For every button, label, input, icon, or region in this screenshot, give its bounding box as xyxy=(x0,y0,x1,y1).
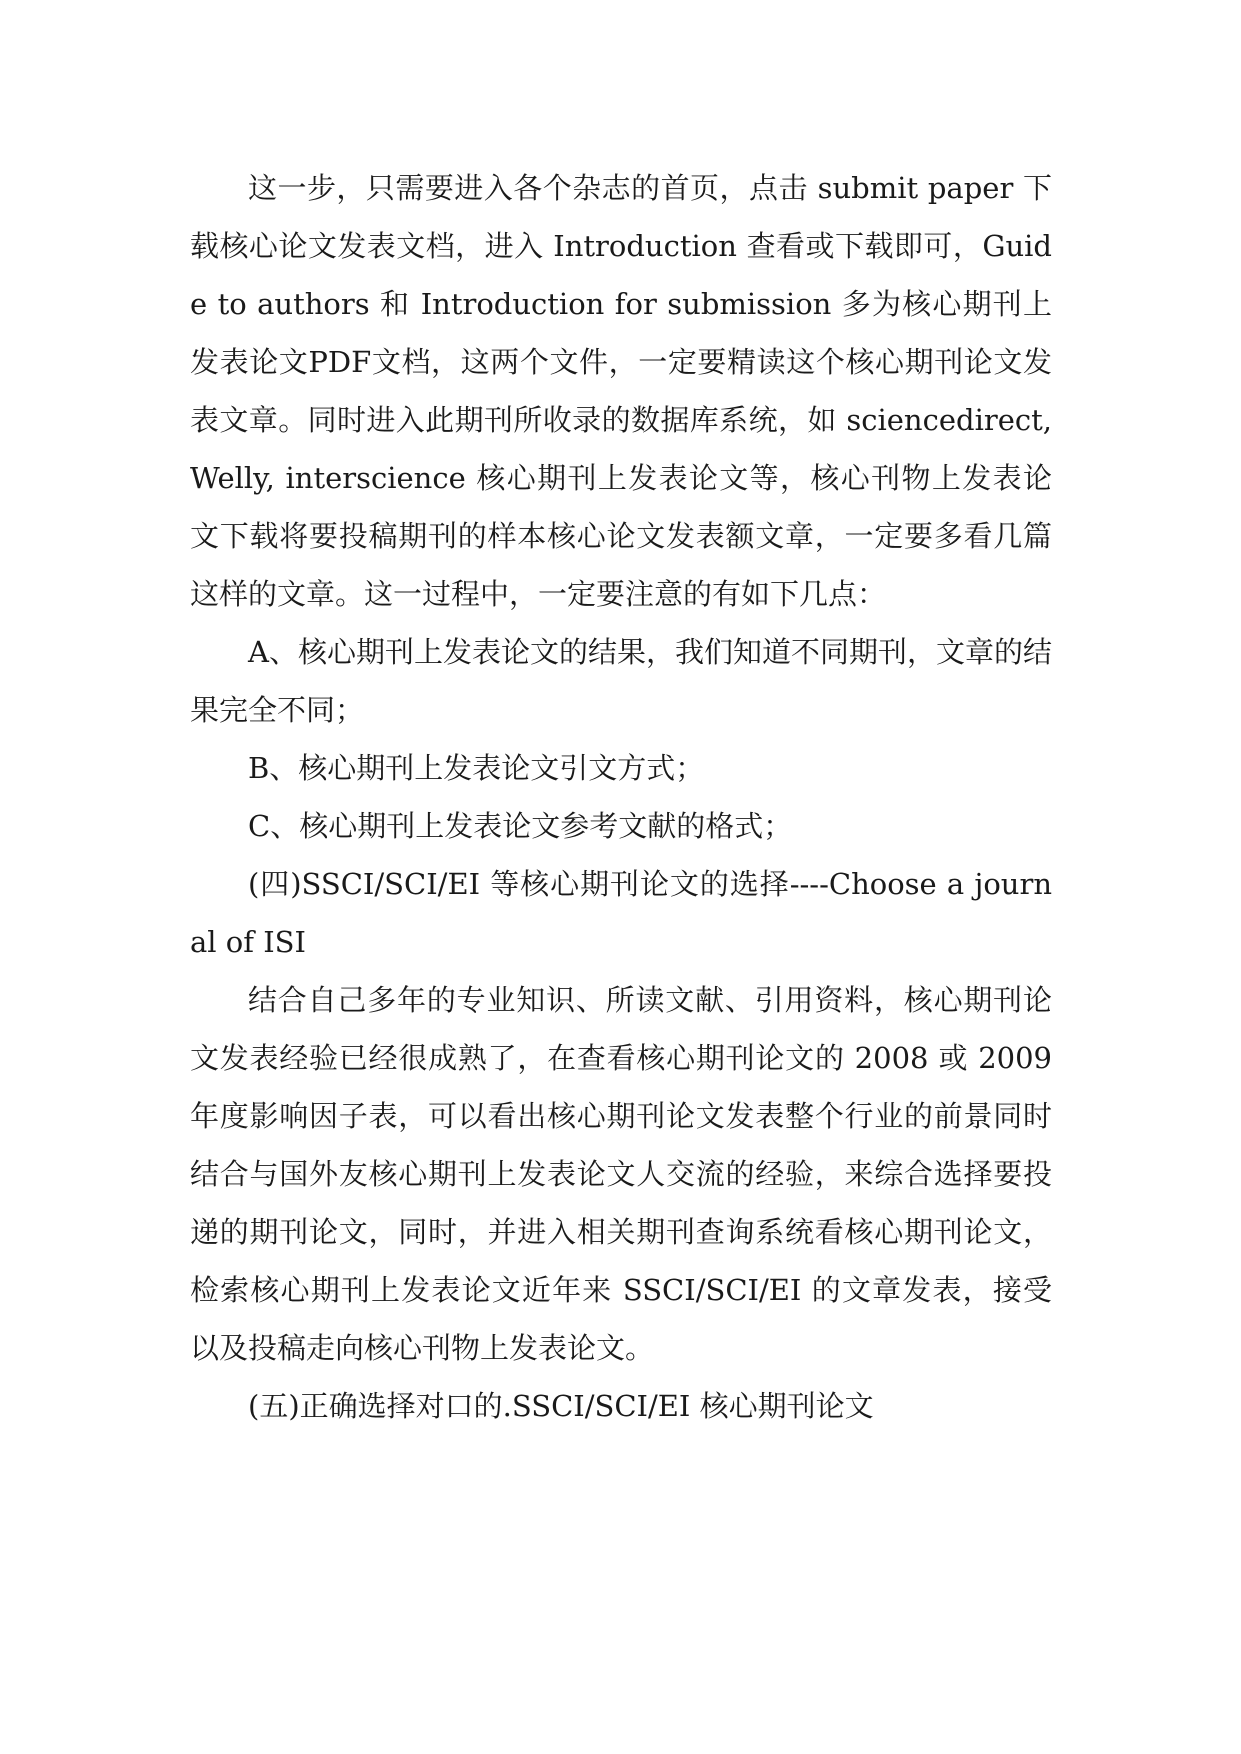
section-heading-4: (四)SSCI/SCI/EI 等核心期刊论文的选择----Choose a journal of ISI xyxy=(190,867,1052,959)
document-body xyxy=(190,159,1052,1435)
paragraph-journal-selection: 结合自己多年的专业知识、所读文献、引用资料，核心期刊论文发表经验已经很成熟了，在查看核心期刊论文的 2008 或 2009 年度影响因子表，可以看出核心期刊论文发表整个行业的前景同时结合与国外友核心期刊上发表论文人交流的经验，来综合选择要投递的期刊论文，同时，并进入相关期刊查询系统看核心期刊论文，检索核心期刊上发表论文近年来 SSCI/SCI/EI 的文章发表，接受以及投稿走向核心刊物上发表论文。 xyxy=(190,983,1052,1365)
paragraph-download-instructions: 这一步，只需要进入各个杂志的首页，点击 submit paper 下载核心论文发表文档，进入 Introduction 查看或下载即可，Guide to authors 和 Introduction for submission 多为核心期刊上发表论文PDF文档，这两个文件，一定要精读这个核心期刊论文发表文章。同时进入此期刊所收录的数据库系统，如 sciencedirect, Welly, interscience 核心期刊上发表论文等，核心刊物上发表论文下载将要投稿期刊的样本核心论文发表额文章，一定要多看几篇这样的文章。这一过程中，一定要注意的有如下几点： xyxy=(190,171,1052,611)
section-heading-5: (五)正确选择对口的.SSCI/SCI/EI 核心期刊论文 xyxy=(248,1389,874,1423)
list-item-a-results: A、核心期刊上发表论文的结果，我们知道不同期刊，文章的结果完全不同； xyxy=(190,635,1052,727)
list-item-c-reference-format: C、核心期刊上发表论文参考文献的格式； xyxy=(248,809,793,843)
list-item-b-citation-style: B、核心期刊上发表论文引文方式； xyxy=(248,751,705,785)
